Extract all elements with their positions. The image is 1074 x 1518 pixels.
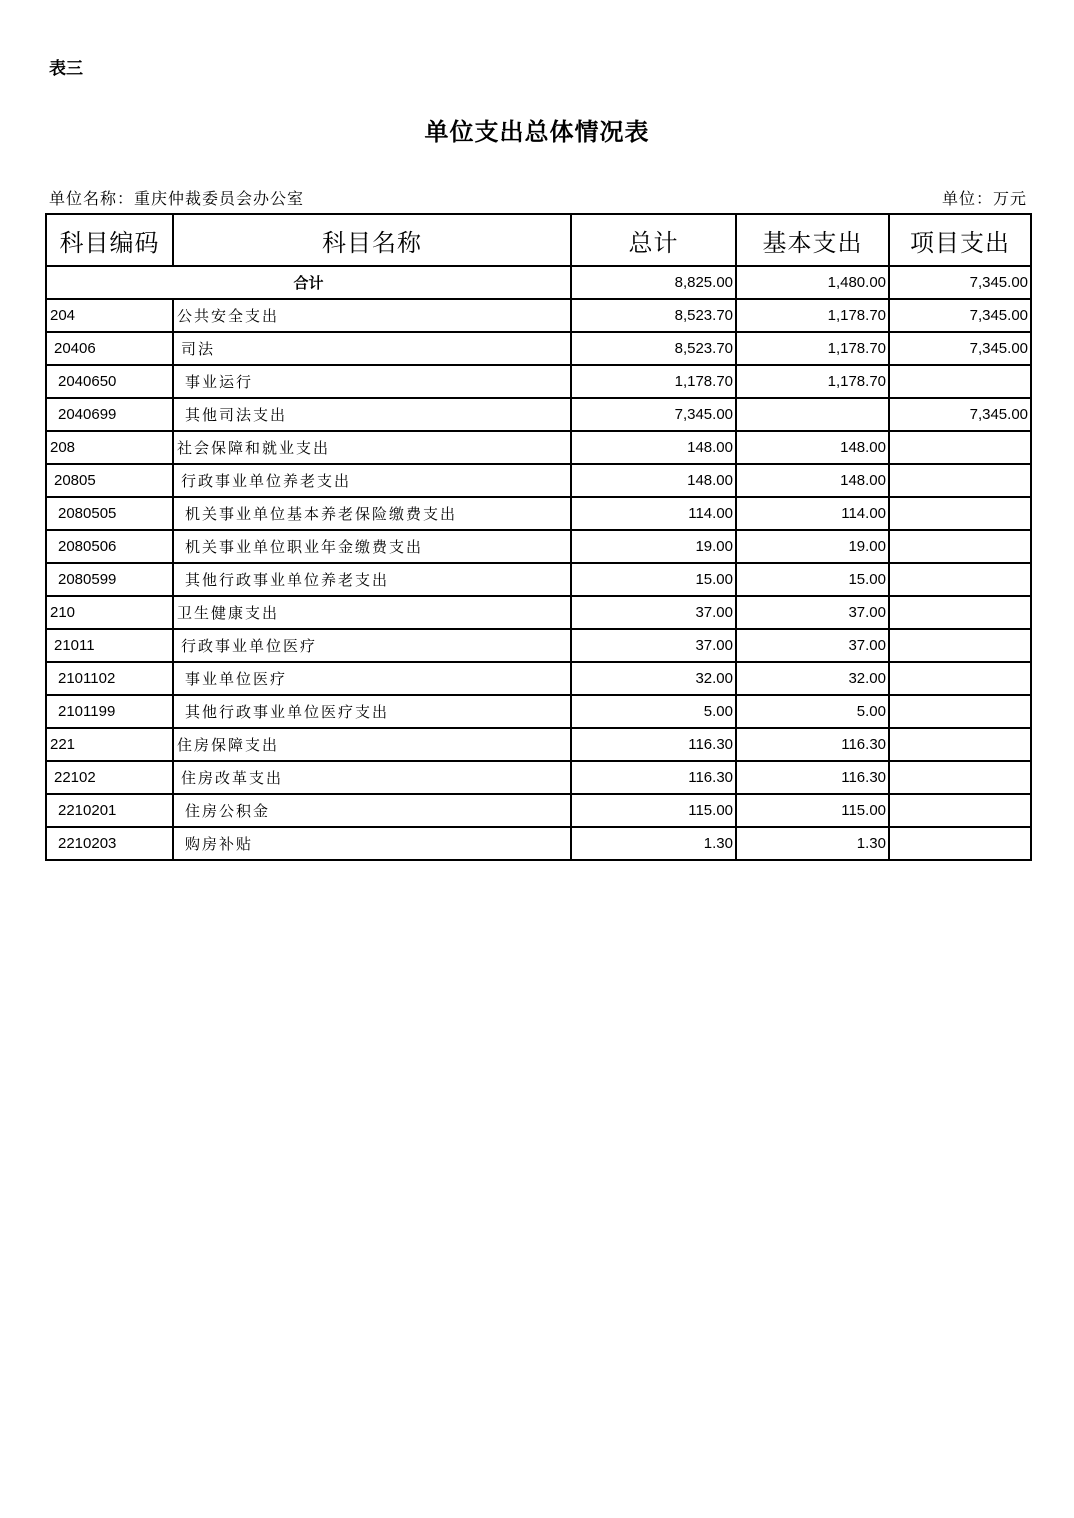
row-name: 社会保障和就业支出 xyxy=(173,431,571,464)
row-basic: 32.00 xyxy=(736,662,889,695)
table-row xyxy=(46,497,1031,530)
row-total: 116.30 xyxy=(571,761,736,794)
row-name: 其他司法支出 xyxy=(173,398,571,431)
row-basic: 37.00 xyxy=(736,629,889,662)
row-basic: 1.30 xyxy=(736,827,889,860)
row-total: 116.30 xyxy=(571,728,736,761)
total-row xyxy=(46,266,1031,299)
row-code: 21011 xyxy=(46,629,173,662)
table-row xyxy=(46,332,1031,365)
header-basic: 基本支出 xyxy=(736,214,889,266)
table-row xyxy=(46,299,1031,332)
row-project xyxy=(889,596,1031,629)
row-basic: 1,178.70 xyxy=(736,299,889,332)
page-title: 单位支出总体情况表 xyxy=(424,117,650,146)
row-project xyxy=(889,563,1031,596)
row-basic: 116.30 xyxy=(736,761,889,794)
row-code: 2080505 xyxy=(46,497,173,530)
header-name: 科目名称 xyxy=(173,214,571,266)
table-row xyxy=(46,596,1031,629)
header-project: 项目支出 xyxy=(889,214,1031,266)
row-project xyxy=(889,464,1031,497)
row-code: 2210203 xyxy=(46,827,173,860)
table-row xyxy=(46,563,1031,596)
row-project xyxy=(889,761,1031,794)
row-project xyxy=(889,365,1031,398)
row-basic: 37.00 xyxy=(736,596,889,629)
table-row xyxy=(46,728,1031,761)
table-row xyxy=(46,827,1031,860)
currency-unit: 单位：万元 xyxy=(941,189,1027,208)
header-code: 科目编码 xyxy=(46,214,173,266)
row-name: 其他行政事业单位养老支出 xyxy=(173,563,571,596)
row-code: 2080599 xyxy=(46,563,173,596)
row-name: 事业单位医疗 xyxy=(173,662,571,695)
row-code: 2040650 xyxy=(46,365,173,398)
row-code: 2101102 xyxy=(46,662,173,695)
row-code: 20805 xyxy=(46,464,173,497)
row-name: 事业运行 xyxy=(173,365,571,398)
row-total: 114.00 xyxy=(571,497,736,530)
row-basic xyxy=(736,398,889,431)
row-name: 其他行政事业单位医疗支出 xyxy=(173,695,571,728)
row-project xyxy=(889,431,1031,464)
expenditure-table xyxy=(45,213,1032,861)
table-row xyxy=(46,761,1031,794)
row-basic: 114.00 xyxy=(736,497,889,530)
row-total: 19.00 xyxy=(571,530,736,563)
row-code: 208 xyxy=(46,431,173,464)
row-total: 148.00 xyxy=(571,431,736,464)
row-basic: 5.00 xyxy=(736,695,889,728)
row-project xyxy=(889,827,1031,860)
row-code: 210 xyxy=(46,596,173,629)
table-row xyxy=(46,530,1031,563)
row-project xyxy=(889,728,1031,761)
row-basic: 19.00 xyxy=(736,530,889,563)
row-project xyxy=(889,497,1031,530)
table-row xyxy=(46,431,1031,464)
row-basic: 15.00 xyxy=(736,563,889,596)
total-label: 合计 xyxy=(46,266,571,299)
row-code: 20406 xyxy=(46,332,173,365)
row-project: 7,345.00 xyxy=(889,398,1031,431)
row-total: 148.00 xyxy=(571,464,736,497)
row-total: 5.00 xyxy=(571,695,736,728)
row-basic: 116.30 xyxy=(736,728,889,761)
total-basic: 1,480.00 xyxy=(736,266,889,299)
row-basic: 1,178.70 xyxy=(736,332,889,365)
row-total: 8,523.70 xyxy=(571,332,736,365)
row-project: 7,345.00 xyxy=(889,332,1031,365)
table-row xyxy=(46,464,1031,497)
table-row xyxy=(46,662,1031,695)
row-total: 1.30 xyxy=(571,827,736,860)
row-code: 204 xyxy=(46,299,173,332)
row-name: 住房保障支出 xyxy=(173,728,571,761)
table-row xyxy=(46,398,1031,431)
row-project xyxy=(889,794,1031,827)
table-number: 表三 xyxy=(49,59,83,79)
row-project xyxy=(889,530,1031,563)
row-project xyxy=(889,695,1031,728)
row-code: 2101199 xyxy=(46,695,173,728)
row-name: 住房公积金 xyxy=(173,794,571,827)
row-code: 2080506 xyxy=(46,530,173,563)
row-total: 37.00 xyxy=(571,596,736,629)
row-code: 2040699 xyxy=(46,398,173,431)
row-project xyxy=(889,662,1031,695)
row-total: 32.00 xyxy=(571,662,736,695)
row-name: 公共安全支出 xyxy=(173,299,571,332)
row-name: 住房改革支出 xyxy=(173,761,571,794)
row-total: 115.00 xyxy=(571,794,736,827)
row-name: 卫生健康支出 xyxy=(173,596,571,629)
row-code: 22102 xyxy=(46,761,173,794)
row-code: 2210201 xyxy=(46,794,173,827)
unit-name: 单位名称：重庆仲裁委员会办公室 xyxy=(49,189,305,208)
table-row xyxy=(46,629,1031,662)
row-project xyxy=(889,629,1031,662)
row-name: 行政事业单位养老支出 xyxy=(173,464,571,497)
header-total: 总计 xyxy=(571,214,736,266)
table-row xyxy=(46,794,1031,827)
row-name: 购房补贴 xyxy=(173,827,571,860)
row-code: 221 xyxy=(46,728,173,761)
row-name: 司法 xyxy=(173,332,571,365)
row-total: 37.00 xyxy=(571,629,736,662)
row-basic: 148.00 xyxy=(736,431,889,464)
row-name: 行政事业单位医疗 xyxy=(173,629,571,662)
row-basic: 115.00 xyxy=(736,794,889,827)
table-row xyxy=(46,695,1031,728)
row-project: 7,345.00 xyxy=(889,299,1031,332)
row-name: 机关事业单位职业年金缴费支出 xyxy=(173,530,571,563)
row-total: 8,523.70 xyxy=(571,299,736,332)
row-total: 1,178.70 xyxy=(571,365,736,398)
table-header-row xyxy=(46,214,1031,266)
total-total: 8,825.00 xyxy=(571,266,736,299)
table-row xyxy=(46,365,1031,398)
row-basic: 1,178.70 xyxy=(736,365,889,398)
row-total: 15.00 xyxy=(571,563,736,596)
row-total: 7,345.00 xyxy=(571,398,736,431)
total-project: 7,345.00 xyxy=(889,266,1031,299)
row-name: 机关事业单位基本养老保险缴费支出 xyxy=(173,497,571,530)
row-basic: 148.00 xyxy=(736,464,889,497)
